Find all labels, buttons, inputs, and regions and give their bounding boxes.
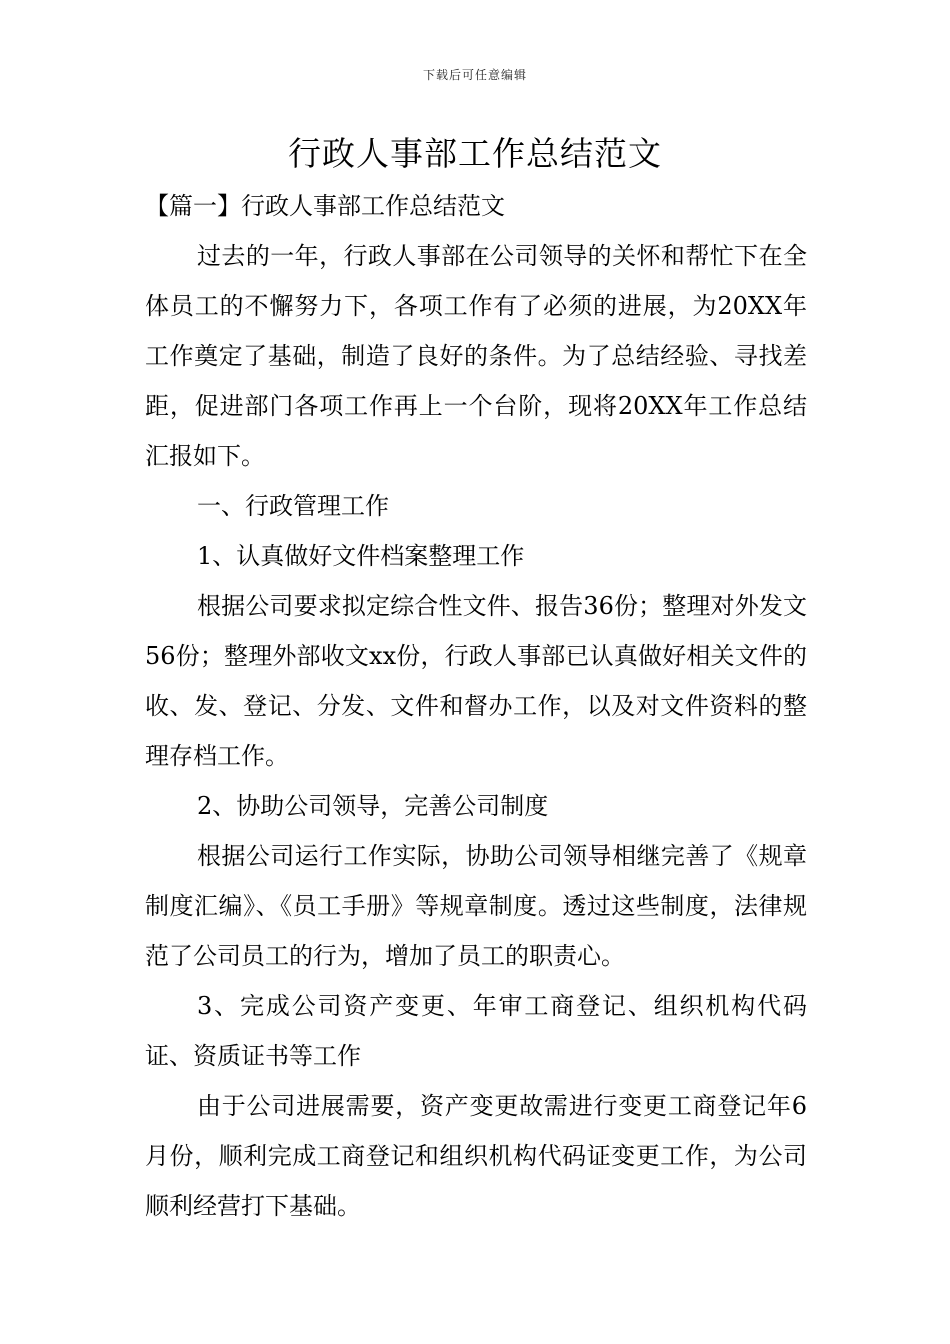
- section-heading: 【篇一】行政人事部工作总结范文: [145, 192, 505, 220]
- paragraph-company-rules: 根据公司运行工作实际，协助公司领导相继完善了《规章制度汇编》、《员工手册》等规章制度。透过这些制度，法律规范了公司员工的行为，增加了员工的职责心。: [145, 842, 807, 970]
- header-note: 下载后可任意编辑: [422, 68, 527, 82]
- heading-admin-management: 一、行政管理工作: [197, 492, 389, 520]
- paragraph-asset-change: 由于公司进展需要，资产变更故需进行变更工商登记年6月份，顺利完成工商登记和组织机构代码证变更工作，为公司顺利经营打下基础。: [145, 1092, 807, 1220]
- paragraph-intro: 过去的一年，行政人事部在公司领导的关怀和帮忙下在全体员工的不懈努力下，各项工作有了必须的进展，为20XX年工作奠定了基础，制造了良好的条件。为了总结经验、寻找差距，促进部门各项工作再上一个台阶，现将20XX年工作总结汇报如下。: [145, 242, 807, 470]
- subheading-file-archive: 1、认真做好文件档案整理工作: [197, 542, 525, 570]
- document-body: [145, 181, 807, 1231]
- subheading-asset-change: 3、完成公司资产变更、年审工商登记、组织机构代码证、资质证书等工作: [145, 992, 807, 1070]
- subheading-company-rules: 2、协助公司领导，完善公司制度: [197, 792, 549, 820]
- document-title: 行政人事部工作总结范文: [288, 134, 662, 173]
- paragraph-file-archive: 根据公司要求拟定综合性文件、报告36份；整理对外发文56份；整理外部收文xx份，行政人事部已认真做好相关文件的收、发、登记、分发、文件和督办工作，以及对文件资料的整理存档工作。: [145, 592, 807, 770]
